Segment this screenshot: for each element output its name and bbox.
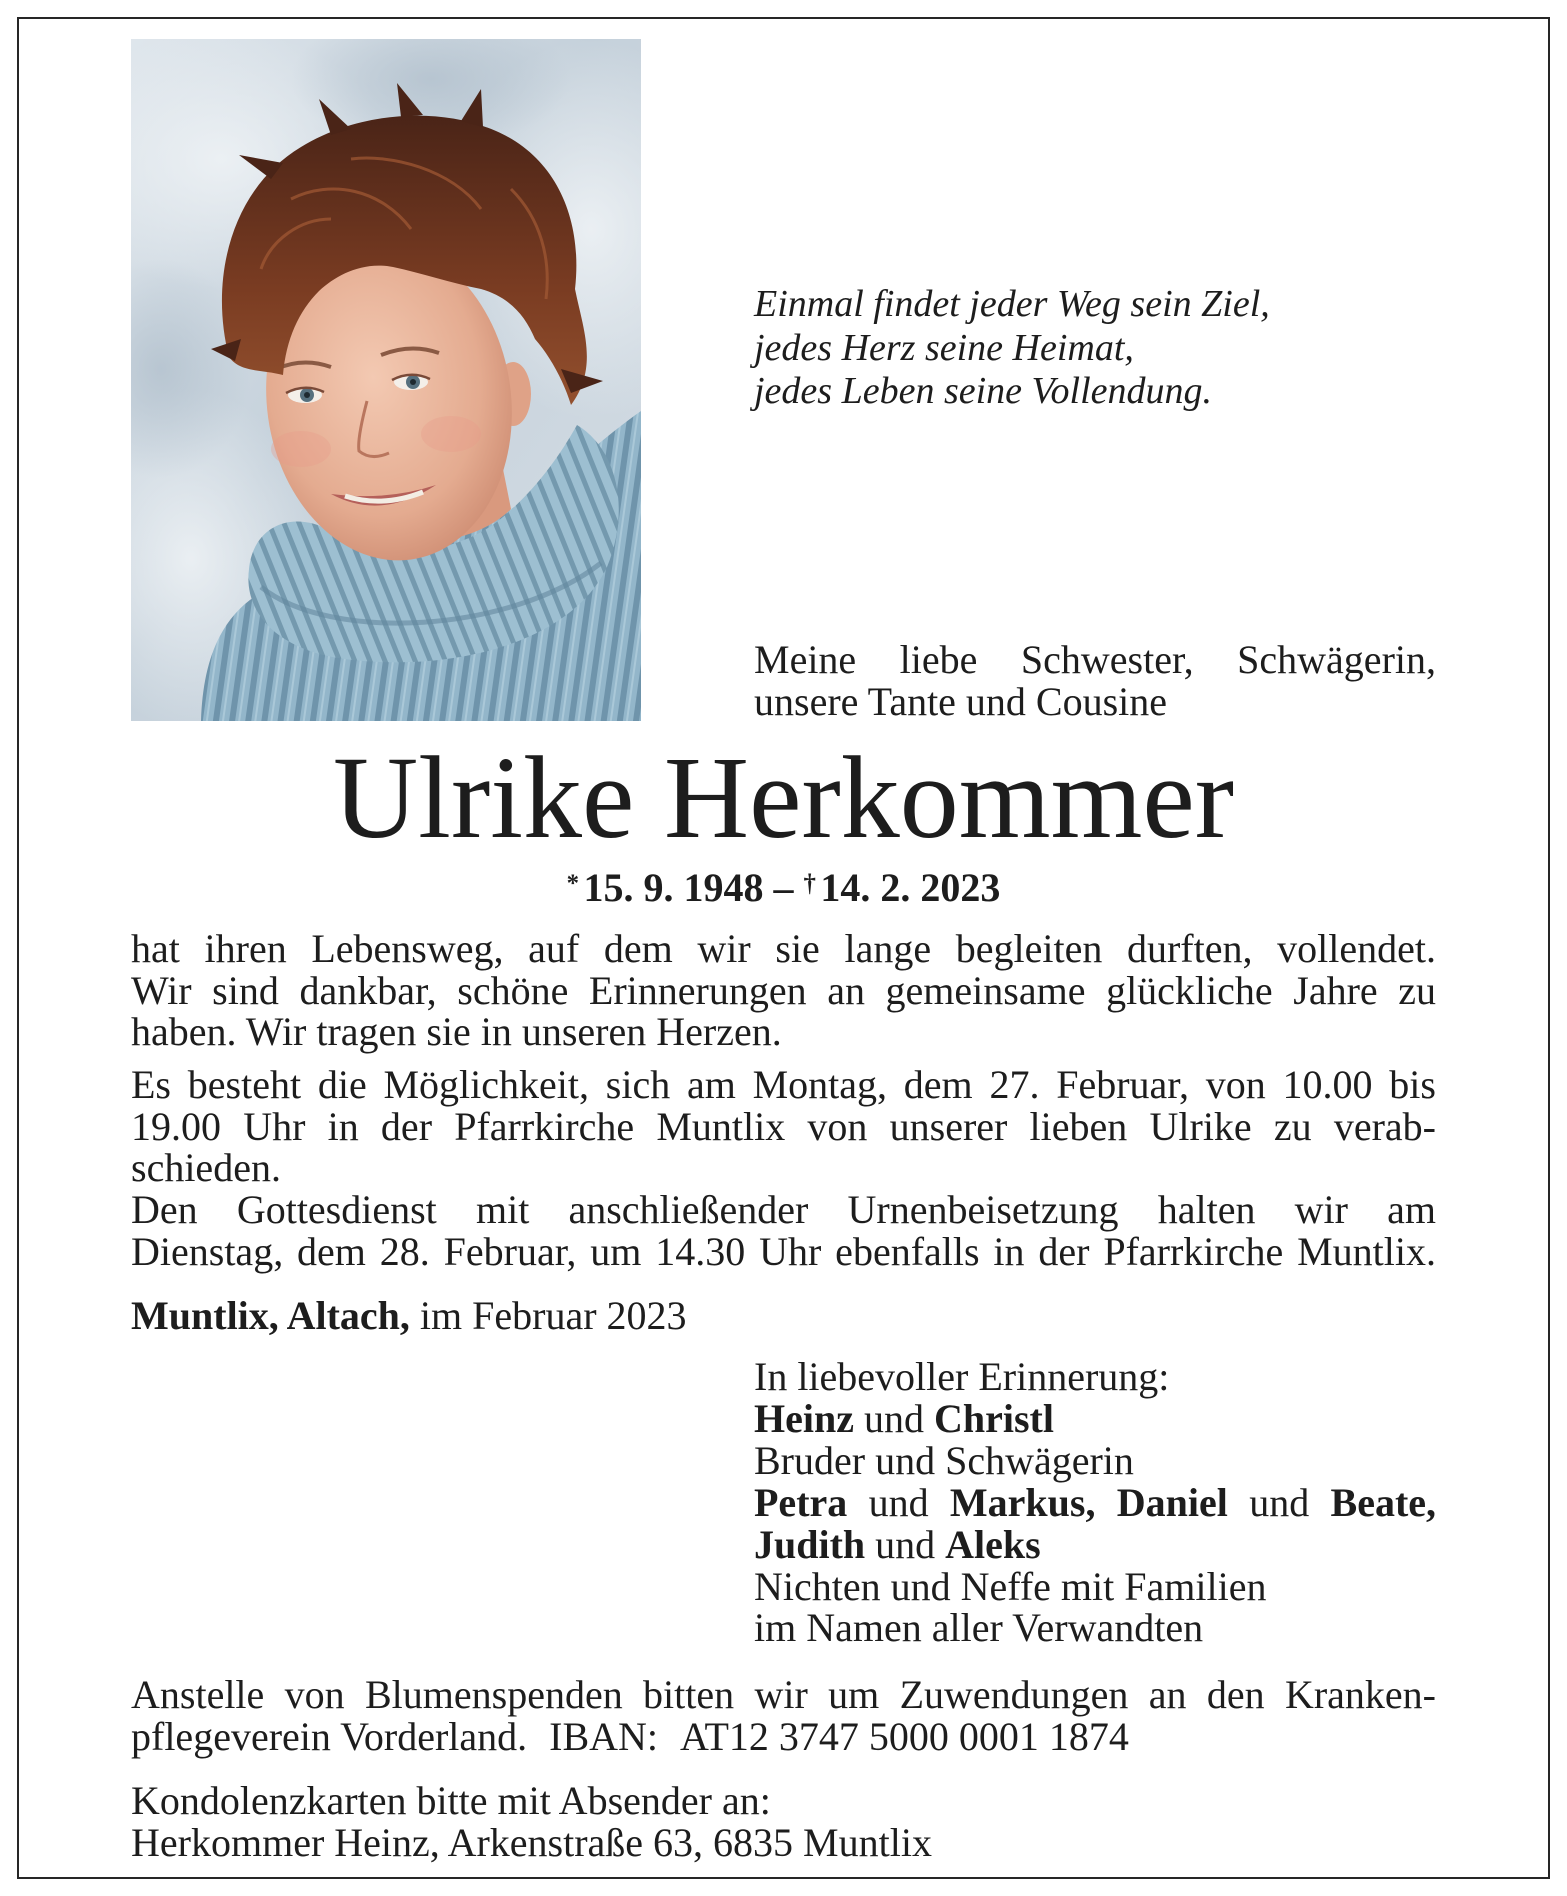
intro-line: Meine liebe Schwester, Schwägerin, — [754, 637, 1436, 682]
places: Muntlix, Altach, — [131, 1293, 410, 1338]
portrait-photo — [131, 39, 641, 721]
signature-family-line — [754, 1479, 1437, 1525]
signature-relation: Bruder und Schwägerin — [754, 1437, 1134, 1483]
mourner-name: Heinz — [754, 1395, 854, 1441]
paragraph-line: Wir sind dankbar, schöne Erinnerungen an gemeinsame glückliche Jahre zu — [131, 967, 1436, 1013]
paragraph-line: Dienstag, dem 28. Februar, um 14.30 Uhr ebenfalls in der Pfarrkirche Muntlix. — [131, 1228, 1436, 1274]
paragraph-line: Es besteht die Möglichkeit, sich am Montag, dem 27. Februar, von 10.00 bis — [131, 1062, 1436, 1107]
donation-line: Anstelle von Blumenspenden bitten wir um Zuwendungen an den Kranken- — [131, 1672, 1436, 1717]
quote-line: jedes Leben seine Vollendung. — [754, 370, 1213, 412]
condolence-intro: Kondolenzkarten bitte mit Absender an: — [131, 1778, 771, 1823]
conjunction: und — [875, 1521, 936, 1567]
mourner-name: Markus, Daniel — [949, 1479, 1228, 1525]
iban-number: AT12 3747 5000 0001 1874 — [680, 1713, 1129, 1759]
postal-address: Herkommer Heinz, Arkenstraße 63, 6835 Muntlix — [131, 1819, 932, 1865]
memorial-quote — [754, 283, 1454, 414]
mourner-name: Judith — [754, 1521, 866, 1567]
paragraph-line: schieden. — [131, 1145, 281, 1191]
signature-relation: Nichten und Neffe mit Familien — [754, 1563, 1267, 1609]
birth-marker: * — [566, 869, 580, 897]
mourner-name: Christl — [933, 1395, 1054, 1441]
place-and-date — [131, 1295, 1436, 1337]
quote-line: jedes Herz seine Heimat, — [754, 326, 1134, 369]
mourner-name: Petra — [754, 1479, 848, 1525]
intro-line: unsere Tante und Cousine — [754, 678, 1168, 724]
donation-recipient: pflegeverein Vorderland. — [131, 1713, 528, 1759]
paragraph-line: haben. Wir tragen sie in unseren Herzen. — [131, 1009, 782, 1055]
notice-date: im Februar 2023 — [419, 1293, 687, 1338]
paragraph-line: Den Gottesdienst mit anschließender Urnenbeisetzung halten wir am — [131, 1187, 1436, 1233]
mourners-signature — [754, 1356, 1436, 1649]
conjunction: und — [863, 1395, 924, 1441]
conjunction: und — [868, 1479, 929, 1525]
mourner-name: Beate, — [1330, 1479, 1437, 1525]
obituary-paragraph-2 — [131, 1064, 1436, 1273]
paragraph-line: hat ihren Lebensweg, auf dem wir sie lange begleiten durften, vollendet. — [131, 926, 1436, 971]
quote-line: Einmal findet jeder Weg sein Ziel, — [754, 283, 1270, 325]
date-separator: – — [773, 865, 794, 910]
donation-line — [131, 1713, 1436, 1759]
death-date: 14. 2. 2023 — [820, 865, 1001, 910]
obituary-paragraph-1 — [131, 928, 1436, 1053]
relationship-intro — [754, 639, 1436, 722]
birth-date: 15. 9. 1948 — [583, 865, 764, 910]
condolence-address — [131, 1780, 1436, 1863]
conjunction: und — [1249, 1479, 1310, 1525]
portrait-image — [131, 39, 641, 721]
deceased-name: Ulrike Herkommer — [332, 732, 1235, 863]
iban-label: IBAN: — [549, 1713, 659, 1759]
signature-family-line — [754, 1395, 1436, 1441]
mourner-name: Aleks — [945, 1521, 1041, 1567]
death-marker: † — [803, 869, 816, 897]
donation-request — [131, 1674, 1436, 1757]
signature-family-line — [754, 1521, 1436, 1567]
signature-closing: im Namen aller Verwandten — [754, 1605, 1204, 1651]
signature-intro: In liebevoller Erinnerung: — [754, 1354, 1170, 1399]
paragraph-line: 19.00 Uhr in der Pfarrkirche Muntlix von unserer lieben Ulrike zu verab- — [131, 1103, 1436, 1149]
life-dates — [131, 866, 1436, 916]
